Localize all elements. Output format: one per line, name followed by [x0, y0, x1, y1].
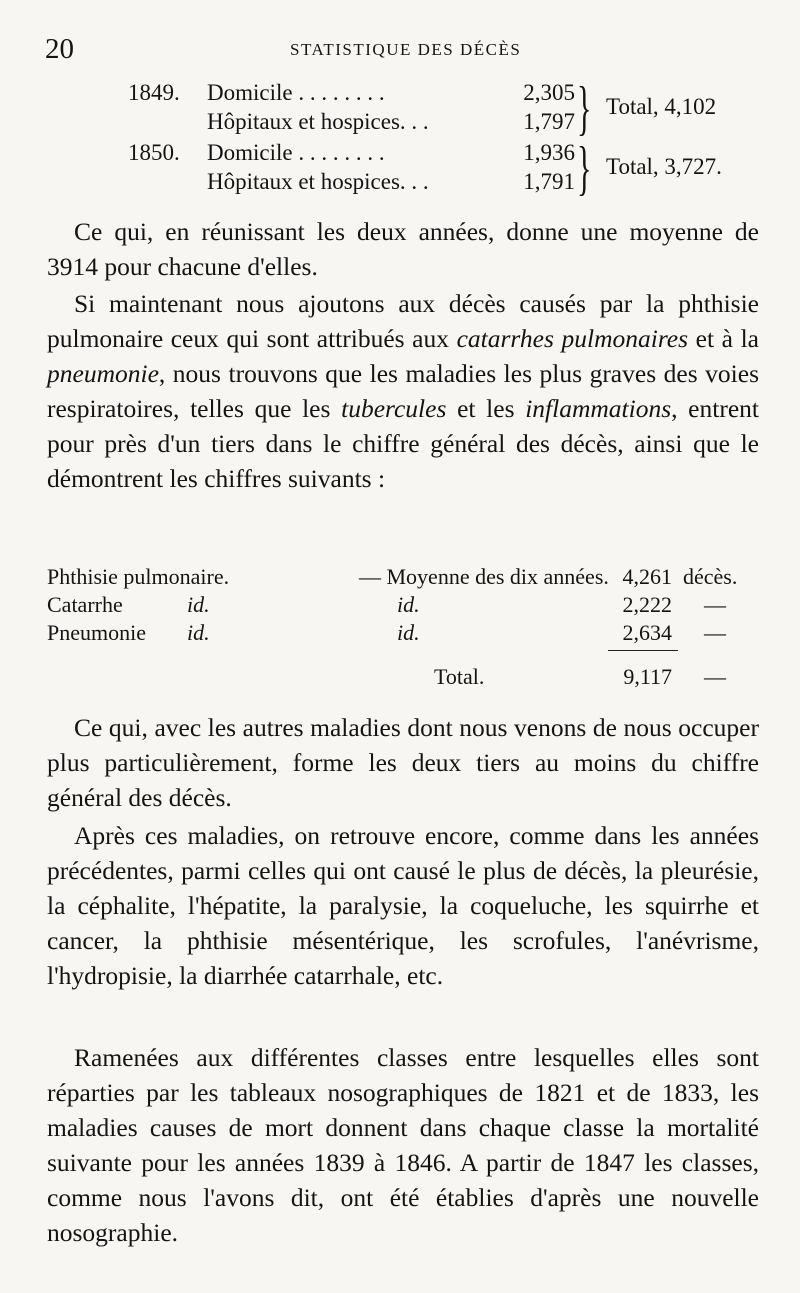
- year-label: 1849.: [128, 80, 180, 105]
- year-total: Total, 4,102: [606, 94, 717, 119]
- sum-rule: [608, 650, 678, 651]
- cause-value: 4,261: [622, 564, 672, 589]
- year-table-1850: [0, 135, 800, 201]
- row-value: 2,305: [523, 80, 575, 105]
- cause-name: Pneumonie: [47, 620, 146, 645]
- row-value: 1,936: [523, 140, 575, 165]
- total-unit: —: [704, 664, 726, 689]
- cause-row-phthisie: [47, 564, 767, 594]
- page-number: 20: [45, 33, 74, 65]
- row-value: 1,797: [523, 109, 575, 134]
- cause-value: 2,222: [622, 592, 672, 617]
- page-header: [40, 33, 760, 63]
- total-value: 9,117: [623, 664, 672, 689]
- row-label: Hôpitaux et hospices. . .: [207, 169, 429, 194]
- row-label: Hôpitaux et hospices. . .: [207, 109, 429, 134]
- paragraph-4: Après ces maladies, on retrouve encore, comme dans les années précédentes, parmi celles qui ont causé le plus de décès, la pleurésie, la céphalite, l'hépatite, la paralysie, la coqueluche, les squirrhe et cancer, la phthisie mésentérique, les scrofules, l'anévrisme, l'hydropisie, la diarrhée catarrhale, etc.: [47, 821, 759, 990]
- cause-id: id.: [187, 620, 210, 645]
- row-label: Domicile . . . . . . . .: [207, 140, 385, 165]
- running-title: STATISTIQUE DES DÉCÈS: [290, 40, 522, 59]
- paragraph-3: Ce qui, avec les autres maladies dont nous venons de nous occuper plus particulièrement, forme les deux tiers au moins du chiffre général des décès.: [47, 713, 759, 812]
- cause-name: Phthisie pulmonaire.: [47, 564, 230, 589]
- row-label: Domicile . . . . . . . .: [207, 80, 385, 105]
- cause-name: Catarrhe: [47, 592, 123, 617]
- cause-unit: —: [704, 620, 726, 645]
- brace-icon: }: [577, 75, 592, 141]
- brace-icon: }: [577, 135, 592, 201]
- row-value: 1,791: [523, 169, 575, 194]
- cause-note: — Moyenne des dix années.: [359, 564, 609, 589]
- cause-value: 2,634: [622, 620, 672, 645]
- cause-id: id.: [397, 592, 420, 617]
- cause-row-catarrhe: [47, 592, 767, 622]
- cause-id: id.: [397, 620, 420, 645]
- paragraph-5: Ramenées aux différentes classes entre lesquelles elles sont réparties par les tableaux nosographiques de 1821 et de 1833, les maladies causes de mort donnent dans chaque classe la mortalité suivante pour les années 1839 à 1846. A partir de 1847 les classes, comme nous l'avons dit, ont été établies d'après une nouvelle nosographie.: [47, 1043, 759, 1247]
- year-total: Total, 3,727.: [606, 154, 722, 179]
- cause-unit: décès.: [683, 564, 738, 589]
- paragraph-2: Si maintenant nous ajoutons aux décès causés par la phthisie pulmonaire ceux qui sont attribués aux catarrhes pulmonaires et à la pneumonie, nous trouvons que les maladies les plus graves des voies respiratoires, telles que les tubercules et les inflammations, entrent pour près d'un tiers dans le chiffre général des décès, ainsi que le démontrent les chiffres suivants :: [47, 289, 759, 493]
- causes-total-row: [47, 664, 767, 694]
- cause-unit: —: [704, 592, 726, 617]
- paragraph-1: Ce qui, en réunissant les deux années, donne une moyenne de 3914 pour chacune d'elles.: [47, 217, 759, 281]
- cause-id: id.: [187, 592, 210, 617]
- cause-row-pneumonie: [47, 620, 767, 650]
- year-table-1849: [0, 75, 800, 141]
- total-label: Total.: [434, 664, 485, 689]
- year-label: 1850.: [128, 140, 180, 165]
